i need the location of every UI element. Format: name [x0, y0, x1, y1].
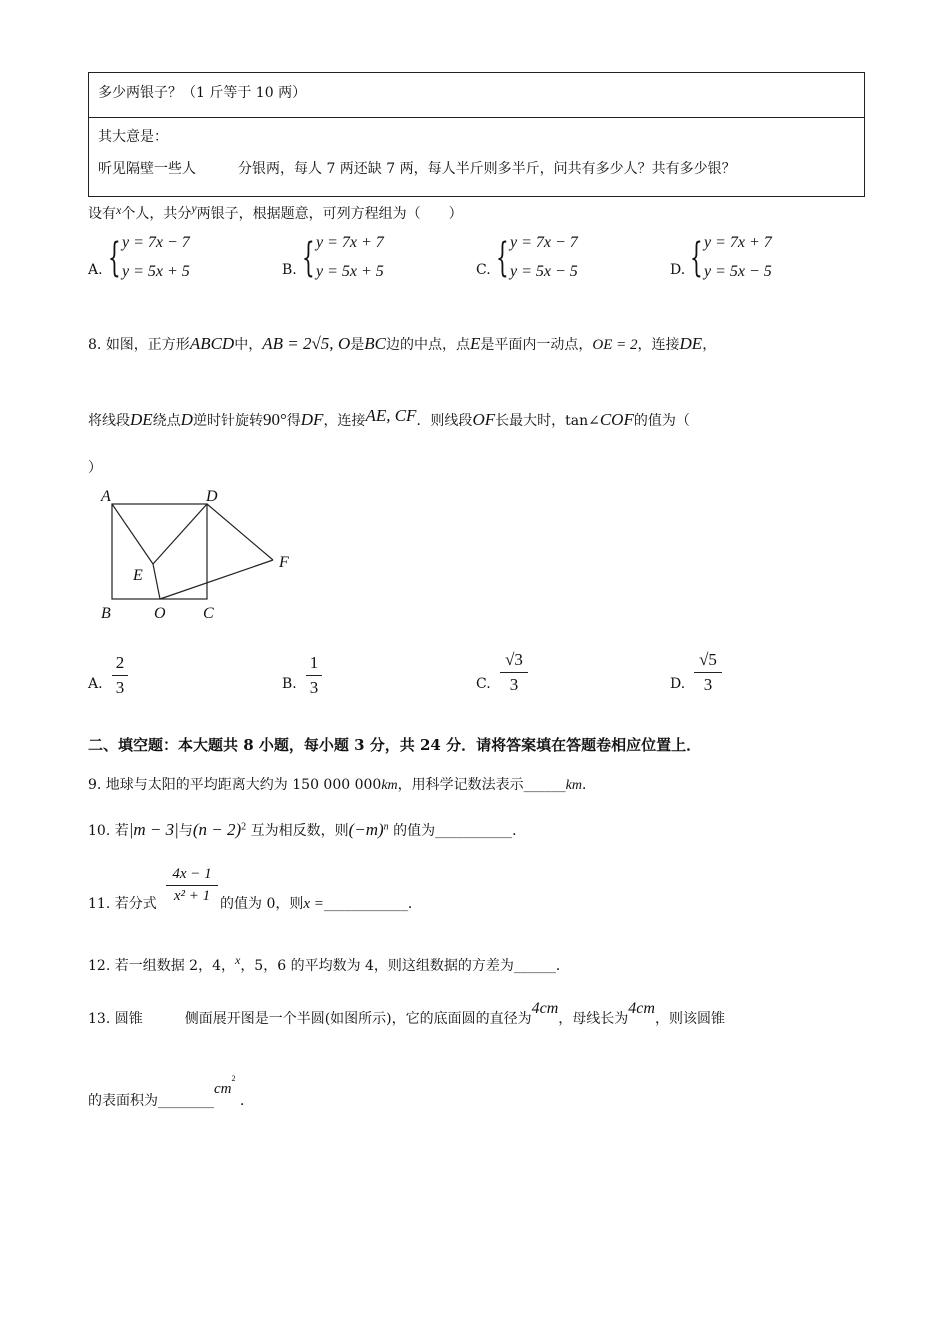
box-line-1: 多少两银子？（1 斤等于 10 两）: [98, 85, 307, 101]
q8-option-a-label: A.: [88, 676, 103, 692]
label-o: O: [154, 605, 166, 622]
q8-option-c-fraction: √3 3: [500, 650, 528, 695]
label-e: E: [133, 567, 143, 584]
q7-option-a-system: { y = 7x − 7 y = 5x + 5: [108, 234, 190, 281]
label-f: F: [279, 554, 289, 571]
q7-stem: 设有x个人，共分y两银子，根据题意，可列方程组为（ ）: [88, 201, 463, 222]
q8-stem-line-3: ）: [88, 460, 102, 476]
box-line-2: 其大意是：: [98, 129, 168, 145]
q8-option-b-fraction: 1 3: [306, 653, 322, 698]
q8-figure: [95, 484, 305, 624]
box-divider: [89, 117, 864, 118]
square-abcd: [112, 504, 207, 599]
q7-option-a-label: A.: [88, 262, 103, 278]
q9: 9. 地球与太阳的平均距离大约为 150 000 000km，用科学记数法表示______km．: [88, 777, 596, 793]
q8-option-b-label: B.: [282, 676, 297, 692]
q8-option-d-fraction: √5 3: [694, 650, 722, 695]
q7-option-d-label: D.: [670, 262, 686, 278]
q8-option-a-fraction: 2 3: [112, 653, 128, 698]
segment-de: [153, 504, 207, 564]
q7-option-b-system: { y = 7x + 7 y = 5x + 5: [302, 234, 384, 281]
label-c: C: [203, 605, 214, 622]
q12: 12. 若一组数据 2，4，x，5，6 的平均数为 4，则这组数据的方差为______．: [88, 953, 570, 974]
q7-option-b-label: B.: [282, 262, 297, 278]
q7-option-c-label: C.: [476, 262, 491, 278]
q8-option-c-label: C.: [476, 676, 491, 692]
q13-line-1: 13. 圆锥 侧面展开图是一个半圆(如图所示)，它的底面圆的直径为4cm，母线长为4cm，则该圆锥: [88, 1000, 725, 1027]
q13-line-2: 的表面积为$\_\_\_\_\_\_\_\_cm^2$ ．: [88, 1074, 254, 1109]
segment-df: [207, 504, 273, 560]
q10: 10. 若|m − 3|与$(n - 2)^2$ 互为相反数，则$(-m)^n$ 的值为___________．: [88, 820, 527, 839]
q8-option-d-label: D.: [670, 676, 686, 692]
q11-text-a: 11. 若分式: [88, 896, 157, 912]
q8-stem-line-2: 将线段DE绕点D逆时针旋转90°得DF，连接AE, CF．则线段OF长最大时，tan∠COF的值为（: [88, 406, 690, 429]
q11-fraction: 4x − 1 x² + 1: [166, 866, 218, 905]
section-2-heading: 二、填空题：本大题共 8 小题，每小题 3 分，共 24 分．请将答案填在答题卷相应位置上．: [88, 736, 702, 754]
q7-option-c-system: { y = 7x − 7 y = 5x − 5: [496, 234, 578, 281]
segment-fo: [160, 560, 273, 599]
segment-eo: [153, 564, 160, 599]
label-a: A: [101, 488, 111, 505]
q7-option-d-system: { y = 7x + 7 y = 5x − 5: [690, 234, 772, 281]
label-d: D: [206, 488, 218, 505]
q8-stem-line-1: 8. 如图，正方形ABCD中，AB = 2√5, O是BC边的中点，点E是平面内一动点，OE = 2，连接DE，: [88, 334, 717, 353]
box-line-3: 听见隔壁一些人 分银两，每人 7 两还缺 7 两，每人半斤则多半斤，问共有多少人？共有多少银？: [98, 161, 736, 177]
segment-ae: [112, 504, 153, 564]
label-b: B: [101, 605, 111, 622]
q11-text-b: 的值为 0，则x =____________．: [220, 896, 422, 912]
